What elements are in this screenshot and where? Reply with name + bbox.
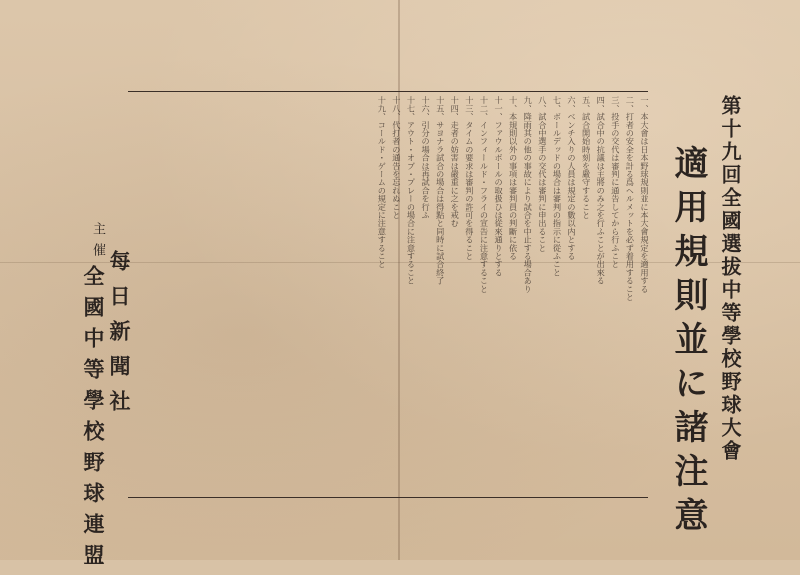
rule-item: 十三、タイムの要求は審判の許可を得ること (464, 96, 475, 260)
bottom-rule (128, 497, 648, 498)
rule-item: 四、試合中の抗議は主將のみ之を行ふことが出來る (596, 96, 607, 285)
rule-item: 十九、コールド・ゲームの規定に注意すること (377, 96, 388, 269)
rule-item: 十七、アウト・オブ・プレーの場合に注意すること (406, 96, 417, 285)
rule-item: 一、本大會は日本野球規則並に本大會規定を適用する (640, 96, 650, 293)
document-title: 適用規則並に諸注意 (668, 145, 708, 541)
organizer-league: 全國中等學校野球連盟 (81, 265, 106, 575)
rule-item: 九、降雨其の他の事故により試合を中止する場合あり (523, 96, 534, 293)
organizer-label: 主催 (90, 222, 105, 264)
rule-item: 十四、走者の妨害は嚴重に之を戒む (450, 96, 461, 228)
rule-item: 七、ボールデッドの場合は審判の指示に從ふこと (552, 96, 563, 277)
rules-body-text (132, 96, 650, 494)
rule-item: 十八、代打者の通告を忘れぬこと (391, 96, 402, 219)
rule-item: 五、試合開始時刻を嚴守すること (581, 96, 592, 219)
top-rule (128, 91, 648, 92)
rule-item: 十五、サヨナラ試合の場合は得點と同時に試合終了 (435, 96, 446, 285)
rule-item: 二、打者の安全を計る爲ヘルメットを必ず着用すること (625, 96, 636, 301)
rule-item: 十、本規則以外の事項は審判員の判斷に依る (508, 96, 519, 260)
rule-item: 六、ベンチ入りの人員は規定の數以内とする (567, 96, 578, 260)
rule-item: 十二、インフィールド・フライの宣告に注意すること (479, 96, 490, 293)
event-title: 第十九回全國選拔中等學校野球大會 (718, 95, 742, 463)
rule-item: 十一、ファウルボールの取扱ひは從來通りとする (494, 96, 505, 277)
rule-item: 三、投手の交代は審判に通告してから行ふこと (610, 96, 621, 269)
rule-item: 十六、引分の場合は再試合を行ふ (421, 96, 432, 219)
organizer-newspaper: 每日新聞社 (107, 250, 132, 425)
rule-item: 八、試合中選手の交代は審判に申出ること (537, 96, 548, 252)
